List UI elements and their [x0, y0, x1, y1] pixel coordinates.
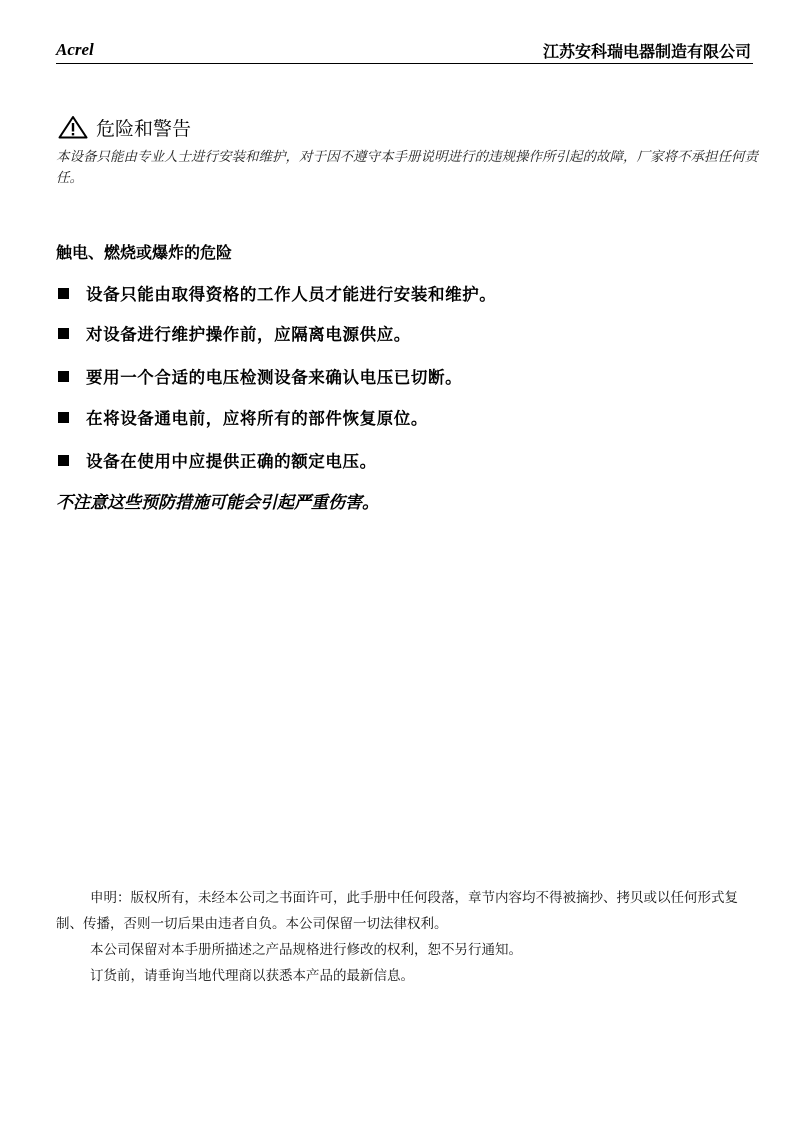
- hazard-item-text: 设备只能由取得资格的工作人员才能进行安装和维护。: [86, 285, 497, 304]
- hazard-item: [56, 364, 462, 388]
- hazard-item-text: 要用一个合适的电压检测设备来确认电压已切断。: [86, 368, 463, 387]
- hazard-title: 触电、燃烧或爆炸的危险: [56, 243, 233, 262]
- hazard-item-text: 设备在使用中应提供正确的额定电压。: [86, 452, 377, 471]
- hazard-item: [56, 448, 377, 472]
- hazard-item: [56, 281, 496, 305]
- warning-title: 危险和警告: [96, 117, 192, 140]
- bullet-square-icon: [58, 328, 69, 339]
- brand-logo-text: Acrel: [56, 40, 94, 59]
- hazard-item-text: 对设备进行维护操作前，应隔离电源供应。: [86, 325, 411, 344]
- order-notice: 订货前，请垂询当地代理商以获悉本产品的最新信息。: [90, 968, 414, 984]
- bullet-square-icon: [58, 371, 69, 382]
- copyright-declaration: 申明：版权所有，未经本公司之书面许可，此手册中任何段落，章节内容均不得被摘抄、拷贝或以任何形式复制、传播，否则一切后果由违者自负。本公司保留一切法律权利。: [56, 890, 738, 932]
- hazard-item: [56, 321, 411, 345]
- warning-heading: [58, 114, 191, 140]
- caution-note: 不注意这些预防措施可能会引起严重伤害。: [56, 493, 379, 513]
- bullet-square-icon: [58, 455, 69, 466]
- hazard-item: [56, 405, 428, 429]
- bullet-square-icon: [58, 412, 69, 423]
- hazard-item-text: 在将设备通电前，应将所有的部件恢复原位。: [86, 409, 428, 428]
- warning-text: 本设备只能由专业人士进行安装和维护，对于因不遵守本手册说明进行的违规操作所引起的故障，厂家将不承担任何责任。: [56, 149, 758, 186]
- company-name: 江苏安科瑞电器制造有限公司: [542, 42, 751, 61]
- header-divider: [56, 63, 753, 64]
- warning-triangle-icon: [58, 115, 88, 139]
- spec-change-notice: 本公司保留对本手册所描述之产品规格进行修改的权利，恕不另行通知。: [90, 942, 522, 958]
- bullet-square-icon: [58, 288, 69, 299]
